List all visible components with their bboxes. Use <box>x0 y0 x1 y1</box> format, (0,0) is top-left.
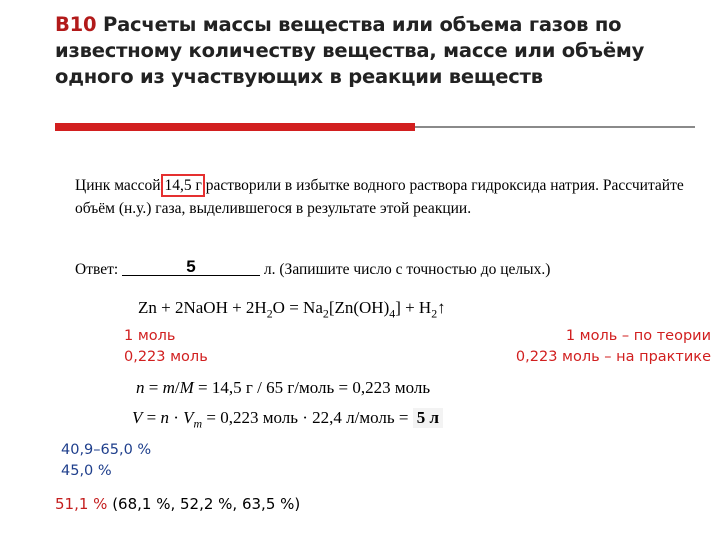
calc2-text: = 0,223 моль · 22,4 л/моль = <box>202 408 413 427</box>
calc-molar-mass: M <box>179 378 194 397</box>
answer-label: Ответ: <box>75 261 119 278</box>
answer-line <box>75 259 550 279</box>
highlighted-mass: 14,5 г <box>164 177 202 194</box>
calc-volume: V <box>132 408 143 427</box>
slide-title <box>55 12 695 90</box>
calc1-text: = 14,5 г / 65 г/моль = 0,223 моль <box>193 378 431 397</box>
eq-sub-na2: 2 <box>322 306 329 321</box>
answer-value: 5 <box>122 259 260 276</box>
hydrogen-moles-theory: 1 моль – по теории <box>565 328 711 344</box>
moles-calculation: n = m/M = 14,5 г / 65 г/моль = 0,223 моль <box>136 378 431 397</box>
zinc-moles <box>124 326 208 368</box>
stats-value: 45,0 % <box>61 463 112 479</box>
problem-text <box>75 174 705 220</box>
title-text: Расчеты массы вещества или объема газов по известному количеству вещества, массе или объёму одного из участвующих в реакции веществ <box>55 13 645 88</box>
calc-n: n <box>136 378 145 397</box>
calc-m: m <box>162 378 175 397</box>
success-rate <box>55 495 300 513</box>
calc-molar-volume: V <box>183 408 194 427</box>
eq-part-3: [Zn(OH) <box>328 298 390 317</box>
hydrogen-moles <box>470 326 711 368</box>
volume-calculation: $V = n \cdot V_m = 0,223$ моль · 22,4 л/моль = 5 л <box>132 408 443 431</box>
eq-part-1: Zn + 2NaOH + 2H <box>138 298 267 317</box>
eq-sub-h2o: 2 <box>266 306 273 321</box>
calc-molar-volume-sub: m <box>193 416 203 431</box>
task-code: В10 <box>55 13 97 36</box>
reaction-equation <box>138 298 446 321</box>
eq-sub-h2: 2 <box>431 306 438 321</box>
eq-part-2: O = Na <box>272 298 323 317</box>
zinc-moles-theory: 1 моль <box>124 328 176 344</box>
success-others: (68,1 %, 52,2 %, 63,5 %) <box>112 495 301 513</box>
problem-before: Цинк массой <box>75 177 165 194</box>
stats-range: 40,9–65,0 % <box>61 442 152 458</box>
volume-result: 5 л <box>413 408 443 428</box>
completion-stats <box>61 440 151 482</box>
title-underline-gray <box>415 126 695 128</box>
title-underline-red <box>55 123 415 131</box>
calc2-n: n <box>160 408 169 427</box>
problem-after: растворили в избытке водного раствора гидроксида натрия. Рассчитайте объём (н.у.) газа, выделившегося в результате этой реакции. <box>75 177 684 217</box>
answer-suffix: л. (Запишите число с точностью до целых.) <box>263 261 551 278</box>
eq-sub-oh4: 4 <box>389 306 396 321</box>
success-main: 51,1 % <box>55 495 108 513</box>
zinc-moles-practice: 0,223 моль <box>124 349 208 365</box>
hydrogen-moles-practice: 0,223 моль – на практике <box>515 349 711 365</box>
eq-part-4: ] + H <box>395 298 432 317</box>
gas-arrow-icon: ↑ <box>437 298 446 317</box>
